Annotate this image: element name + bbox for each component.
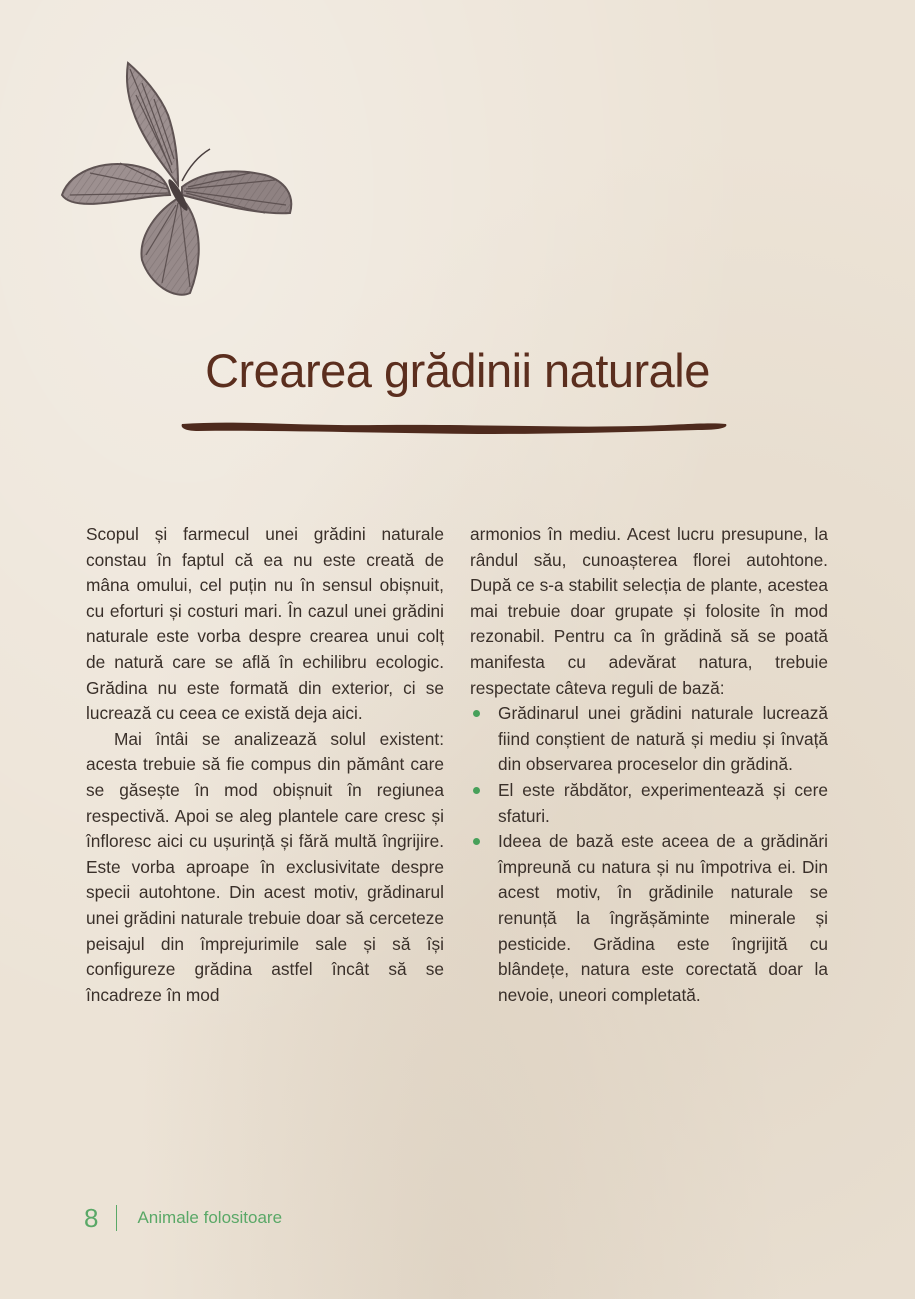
list-item-text: Ideea de bază este aceea de a grădinări împreună cu natura și nu împotriva ei. Din acest motiv, în grădinile naturale se renunță la îngrășăminte minerale și pesticide. Grădina este îngrijită cu blândețe, natura este corectată doar la nevoie, uneori completată. xyxy=(498,831,828,1005)
list-item-text: Grădinarul unei grădini naturale lucrează fiind conștient de natură și mediu și învață din observarea proceselor din grădină. xyxy=(498,703,828,775)
title-underline xyxy=(178,412,730,440)
list-item xyxy=(470,778,828,829)
right-column xyxy=(470,522,828,1008)
butterfly-icon xyxy=(50,55,300,305)
paragraph: Scopul și farmecul unei grădini naturale constau în faptul că ea nu este creată de mâna omului, cel puțin nu în sensul obișnuit, cu eforturi și costuri mari. În cazul unei grădini naturale este vorba despre crearea unui colț de natură care se află în echilibru ecologic. Grădina nu este formată din exterior, ci se lucrează cu ceea ce există deja aici. xyxy=(86,524,444,724)
bullet-icon xyxy=(473,838,480,845)
rules-list xyxy=(470,701,828,1008)
list-item xyxy=(470,701,828,778)
footer-divider xyxy=(116,1205,117,1231)
page-number: 8 xyxy=(84,1202,99,1233)
list-item xyxy=(470,829,828,1008)
paragraph: Mai întâi se analizează solul existent: acesta trebuie să fie compus din pământ care se găsește în mod obișnuit în regiunea respectivă. Apoi se aleg plantele care cresc și înfloresc aici cu ușurință și fără multă îngrijire. Este vorba aproape în exclusivitate despre specii autohtone. Din acest motiv, grădinarul unei grădini naturale trebuie doar să cerceteze peisajul din împrejurimile sale și să își configureze grădina astfel încât să se încadreze în mod xyxy=(86,728,444,1005)
bullet-icon xyxy=(473,787,480,794)
left-column xyxy=(86,522,444,1008)
page-footer xyxy=(84,1200,282,1236)
bullet-icon xyxy=(473,710,480,717)
list-item-text: El este răbdător, experimentează și cere sfaturi. xyxy=(498,779,828,826)
page-title: Crearea grădinii naturale xyxy=(205,344,710,397)
book-title: Animale folositoare xyxy=(137,1208,283,1227)
paragraph: armonios în mediu. Acest lucru presupune, la rândul său, cunoașterea florei autohtone. După ce s-a stabilit selecția de plante, acestea mai trebuie doar grupate și folosite în mod rezonabil. Pentru ca în grădină să se poată manifesta cu adevărat natura, trebuie respectate câteva reguli de bază: xyxy=(470,524,828,698)
